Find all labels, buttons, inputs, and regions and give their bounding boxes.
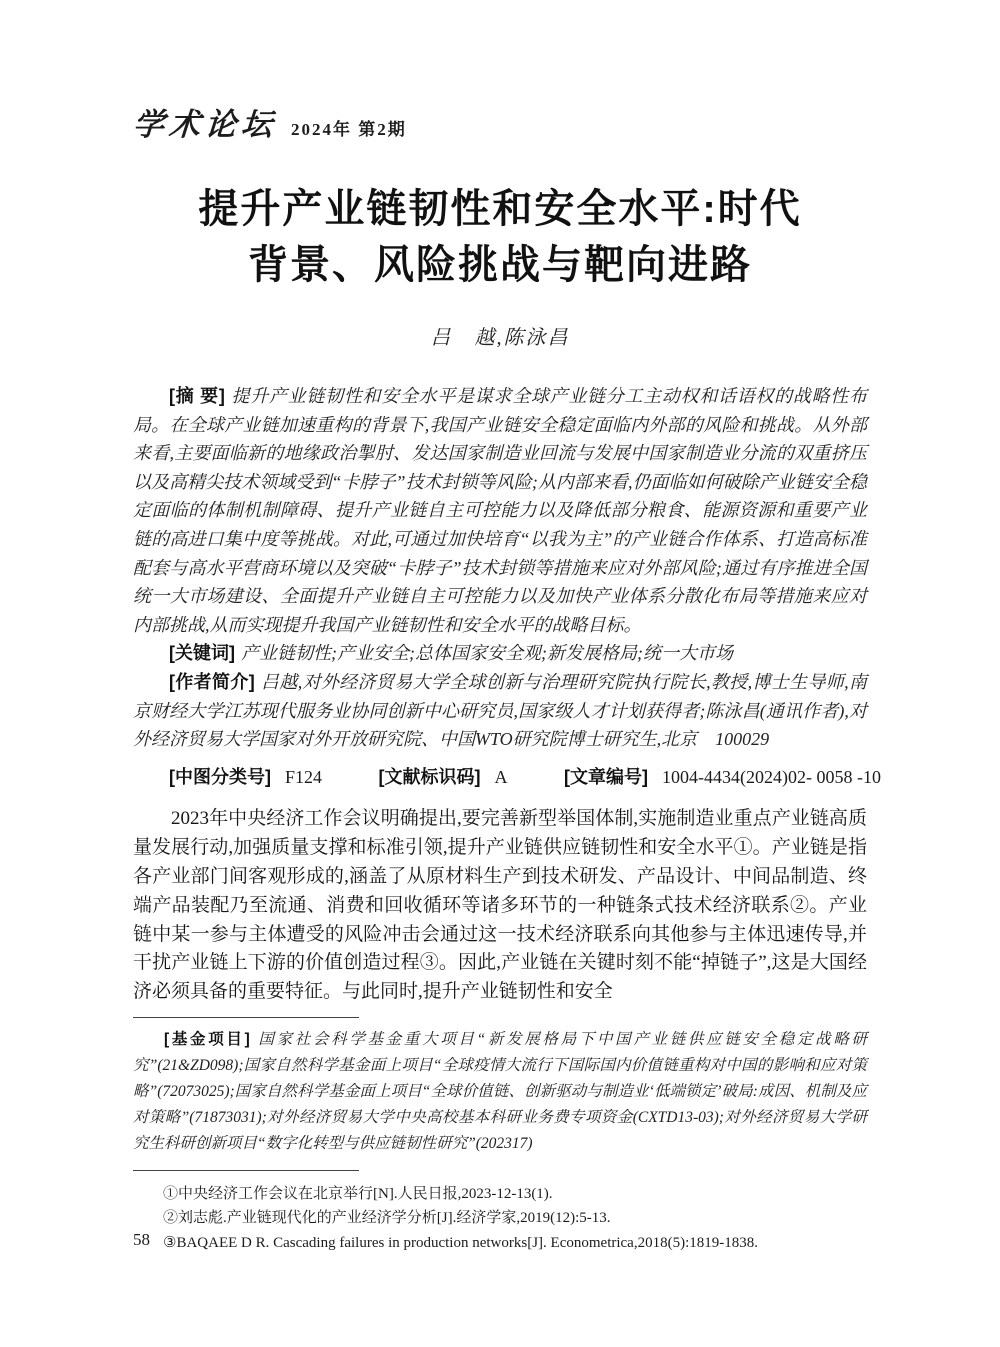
- classification-line: [133, 763, 881, 792]
- keywords-label: [关键词]: [169, 643, 235, 664]
- abstract-paragraph: [133, 382, 867, 639]
- article-id-label: [文章编号]: [564, 766, 649, 787]
- journal-issue: 2024年 第2期: [291, 120, 407, 139]
- author-bio-label: [作者简介]: [169, 671, 255, 692]
- funding-label: [基金项目]: [164, 1030, 250, 1048]
- doc-code-label: [文献标识码]: [378, 766, 481, 787]
- doc-code-value: A: [494, 766, 508, 787]
- keywords-text: 产业链韧性;产业安全;总体国家安全观;新发展格局;统一大市场: [241, 643, 733, 664]
- funding-paragraph: [133, 1027, 867, 1157]
- footnote-1: ①中央经济工作会议在北京举行[N].人民日报,2023-12-13(1).: [163, 1185, 553, 1202]
- author-bio-paragraph: [133, 668, 867, 754]
- footnote-2: ②刘志彪.产业链现代化的产业经济学分析[J].经济学家,2019(12):5-13.: [163, 1210, 611, 1227]
- article-title-line2: 背景、风险挑战与靶向进路: [248, 243, 752, 287]
- footnotes-section: [133, 1182, 867, 1256]
- page-content: [131, 0, 881, 1255]
- author-bio-text: 吕越,对外经济贸易大学全球创新与治理研究院执行院长,教授,博士生导师,南京财经大学江苏现代服务业协同创新中心研究员,国家级人才计划获得者;陈泳昌(通讯作者),对外经济贸易大学国家对外开放研究院、中国WTO研究院博士研究生,北京 100029: [133, 671, 867, 750]
- funding-divider-rule: [133, 1017, 359, 1018]
- doc-code-pair: [379, 767, 508, 787]
- article-title: [133, 181, 867, 293]
- footnote-divider-rule: [133, 1170, 359, 1171]
- abstract-text: 提升产业链韧性和安全水平是谋求全球产业链分工主动权和话语权的战略性布局。在全球产业链加速重构的背景下,我国产业链安全稳定面临内外部的风险和挑战。从外部来看,主要面临新的地缘政治掣肘、发达国家制造业回流与发展中国家制造业分流的双重挤压以及高精尖技术领域受到“卡脖子”技术封锁等风险;从内部来看,仍面临如何破除产业链安全稳定面临的体制机制障碍、提升产业链自主可控能力以及降低部分粮食、能源资源和重要产业链的高进口集中度等挑战。对此,可通过加快培育“以我为主”的产业链合作体系、打造高标准配套与高水平营商环境以及突破“卡脖子”技术封锁等措施来应对外部风险;通过有序推进全国统一大市场建设、全面提升产业链自主可控能力以及加快产业体系分散化布局等措施来应对内部挑战,从而实现提升我国产业链韧性和安全水平的战略目标。: [133, 386, 867, 635]
- abstract-label: [摘 要]: [169, 386, 225, 406]
- page-number: 58: [133, 1230, 150, 1249]
- article-id-value: 1004-4434(2024)02- 0058 -10: [662, 766, 881, 787]
- clc-value: F124: [285, 766, 323, 787]
- journal-header: [133, 0, 867, 141]
- frontmatter-section: [133, 382, 867, 754]
- journal-logo: 学术论坛: [131, 107, 279, 143]
- article-id-pair: [564, 767, 881, 787]
- article-title-line1: 提升产业链韧性和安全水平:时代: [198, 187, 802, 231]
- clc-label: [中图分类号]: [169, 766, 271, 787]
- keywords-paragraph: [133, 639, 867, 668]
- funding-text: 国家社会科学基金重大项目“新发展格局下中国产业链供应链安全稳定战略研究”(21&ZD098);国家自然科学基金面上项目“全球疫情大流行下国际国内价值链重构对中国的影响和应对策略”(72073025);国家自然科学基金面上项目“全球价值链、创新驱动与制造业‘低端锁定’破局:成因、机制及应对策略”(71873031);对外经济贸易大学中央高校基本科研业务费专项资金(CXTD13-03);对外经济贸易大学研究生科研创新项目“数字化转型与供应链韧性研究”(202317): [133, 1030, 868, 1152]
- footnote-3: ③BAQAEE D R. Cascading failures in production networks[J]. Econometrica,2018(5):1819-1838.: [163, 1234, 758, 1251]
- clc-pair: [169, 767, 322, 787]
- article-authors: 吕 越,陈泳昌: [430, 327, 570, 349]
- body-paragraph: 2023年中央经济工作会议明确提出,要完善新型举国体制,实施制造业重点产业链高质量发展行动,加强质量支撑和标准引领,提升产业链供应链韧性和安全水平①。产业链是指各产业部门间客观形成的,涵盖了从原材料生产到技术研发、产品设计、中间品制造、终端产品装配乃至流通、消费和回收循环等诸多环节的一种链条式技术经济联系②。产业链中某一参与主体遭受的风险冲击会通过这一技术经济联系向其他参与主体迅速传导,并干扰产业链上下游的价值创造过程③。因此,产业链在关键时刻不能“掉链子”,这是大国经济必须具备的重要特征。与此同时,提升产业链韧性和安全: [133, 808, 867, 1003]
